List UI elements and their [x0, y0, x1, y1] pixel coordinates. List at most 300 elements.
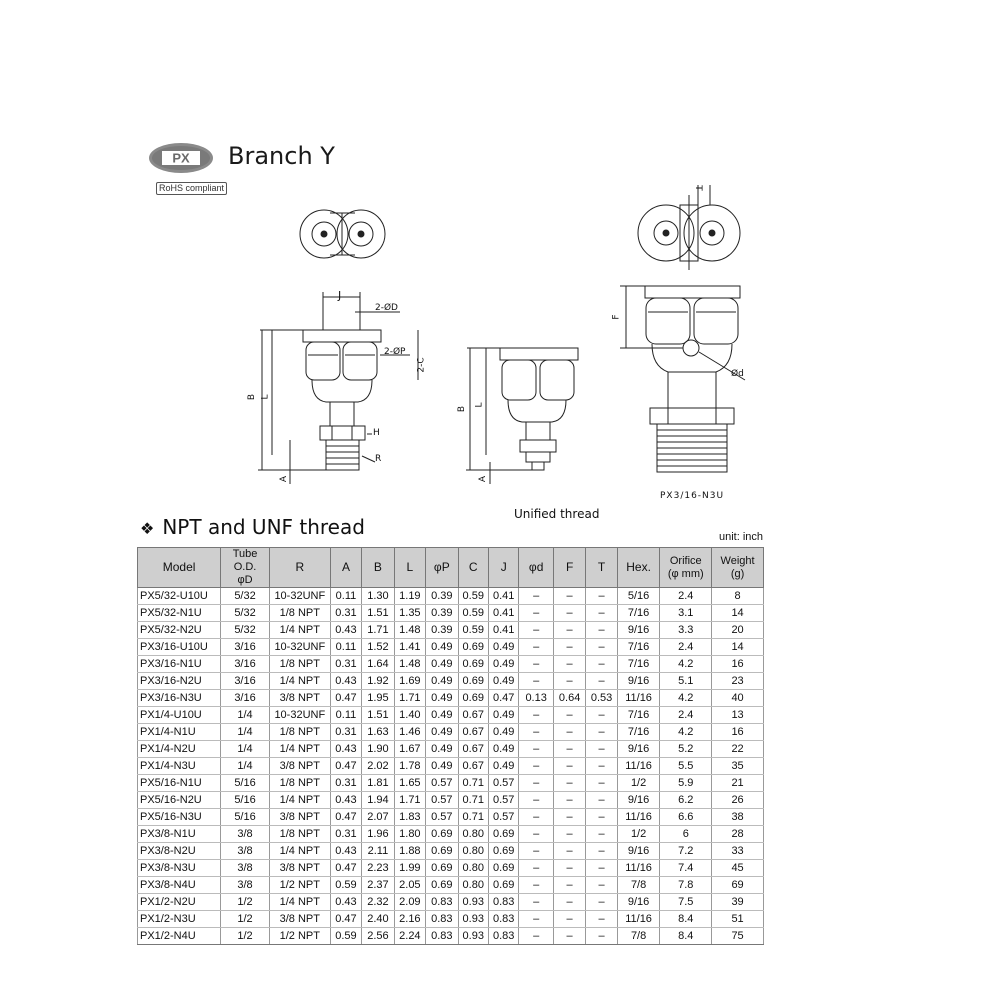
table-cell: –: [553, 843, 585, 860]
column-header-label: Weight: [720, 554, 755, 567]
table-cell: 0.67: [458, 741, 488, 758]
table-cell: 0.49: [488, 724, 518, 741]
table-cell: –: [519, 622, 553, 639]
table-cell: 1.46: [394, 724, 425, 741]
dim-label-f: F: [611, 314, 622, 320]
table-cell: 0.11: [330, 588, 361, 605]
model-cell: PX5/16-N2U: [138, 792, 221, 809]
table-cell: 0.41: [488, 605, 518, 622]
column-header-label: Tube O.D.: [232, 548, 258, 573]
column-header: [488, 548, 518, 588]
column-header: [660, 548, 712, 588]
table-cell: 0.31: [330, 826, 361, 843]
table-cell: 1.81: [362, 775, 394, 792]
table-cell: 0.64: [553, 690, 585, 707]
table-row: [138, 605, 764, 622]
table-cell: 0.69: [458, 690, 488, 707]
table-row: [138, 775, 764, 792]
dim-label-h: H: [373, 428, 380, 438]
table-cell: –: [553, 758, 585, 775]
table-cell: –: [519, 775, 553, 792]
table-cell: 2.09: [394, 894, 425, 911]
specs-table: [137, 547, 764, 945]
table-cell: 3/8: [221, 843, 270, 860]
table-cell: 1/4 NPT: [269, 622, 330, 639]
table-cell: 0.49: [426, 673, 458, 690]
table-cell: 6.6: [660, 809, 712, 826]
table-cell: 0.57: [426, 809, 458, 826]
table-cell: –: [586, 622, 617, 639]
table-cell: –: [519, 877, 553, 894]
table-row: [138, 724, 764, 741]
table-cell: 0.80: [458, 860, 488, 877]
table-cell: 0.59: [458, 588, 488, 605]
table-cell: 35: [712, 758, 764, 775]
table-cell: 0.57: [488, 809, 518, 826]
table-cell: 7.5: [660, 894, 712, 911]
table-cell: 0.71: [458, 809, 488, 826]
table-cell: –: [586, 775, 617, 792]
table-row: [138, 758, 764, 775]
table-cell: 0.69: [488, 843, 518, 860]
table-cell: 0.31: [330, 775, 361, 792]
table-cell: 5/16: [221, 809, 270, 826]
dim-label-a-1: A: [279, 475, 290, 483]
table-cell: –: [553, 928, 585, 945]
table-cell: –: [586, 673, 617, 690]
table-cell: 0.49: [426, 690, 458, 707]
model-cell: PX1/4-N2U: [138, 741, 221, 758]
table-cell: 0.67: [458, 707, 488, 724]
table-row: [138, 622, 764, 639]
table-cell: –: [553, 826, 585, 843]
table-row: [138, 707, 764, 724]
table-cell: –: [553, 588, 585, 605]
table-cell: –: [553, 775, 585, 792]
table-row: [138, 792, 764, 809]
column-header-label: φd: [528, 560, 544, 574]
drawing-2-side-view: [466, 348, 578, 484]
table-cell: 11/16: [617, 911, 660, 928]
table-cell: 21: [712, 775, 764, 792]
table-cell: 0.80: [458, 843, 488, 860]
table-cell: 1.51: [362, 707, 394, 724]
table-cell: 0.53: [586, 690, 617, 707]
table-cell: 6: [660, 826, 712, 843]
column-header: [269, 548, 330, 588]
table-cell: 0.71: [458, 775, 488, 792]
table-cell: 0.43: [330, 843, 361, 860]
table-cell: 2.32: [362, 894, 394, 911]
model-cell: PX3/16-N3U: [138, 690, 221, 707]
column-header: [586, 548, 617, 588]
table-cell: 0.47: [330, 690, 361, 707]
model-cell: PX5/32-U10U: [138, 588, 221, 605]
table-cell: 3/16: [221, 639, 270, 656]
table-cell: –: [519, 792, 553, 809]
table-cell: 1.65: [394, 775, 425, 792]
table-cell: 2.07: [362, 809, 394, 826]
column-header-label: C: [468, 560, 478, 574]
table-cell: –: [553, 639, 585, 656]
model-cell: PX1/4-N3U: [138, 758, 221, 775]
table-cell: 1/4 NPT: [269, 741, 330, 758]
dim-label-l-2: L: [474, 402, 485, 408]
table-cell: –: [519, 588, 553, 605]
table-row: [138, 911, 764, 928]
model-cell: PX1/4-N1U: [138, 724, 221, 741]
table-cell: 40: [712, 690, 764, 707]
table-cell: 39: [712, 894, 764, 911]
table-row: [138, 656, 764, 673]
table-cell: –: [519, 639, 553, 656]
table-cell: 0.39: [426, 622, 458, 639]
table-row: [138, 826, 764, 843]
table-cell: 1.41: [394, 639, 425, 656]
table-row: [138, 690, 764, 707]
table-cell: –: [553, 724, 585, 741]
table-cell: –: [553, 860, 585, 877]
table-cell: 10-32UNF: [269, 588, 330, 605]
table-cell: 1.71: [362, 622, 394, 639]
table-cell: 2.05: [394, 877, 425, 894]
model-cell: PX3/8-N3U: [138, 860, 221, 877]
column-header: [712, 548, 764, 588]
table-cell: –: [519, 741, 553, 758]
table-cell: 0.59: [458, 605, 488, 622]
table-cell: 0.59: [330, 877, 361, 894]
table-cell: 1.48: [394, 656, 425, 673]
table-cell: 3/8 NPT: [269, 690, 330, 707]
table-cell: 0.49: [426, 724, 458, 741]
table-cell: 0.59: [458, 622, 488, 639]
table-cell: 0.43: [330, 792, 361, 809]
table-cell: 1/2 NPT: [269, 877, 330, 894]
table-cell: 7/8: [617, 928, 660, 945]
table-cell: 0.69: [426, 860, 458, 877]
table-cell: 0.43: [330, 894, 361, 911]
table-cell: 8: [712, 588, 764, 605]
table-cell: 1/8 NPT: [269, 605, 330, 622]
table-cell: 75: [712, 928, 764, 945]
table-cell: 2.4: [660, 639, 712, 656]
column-header-label: F: [565, 560, 574, 574]
table-cell: 1/2: [221, 894, 270, 911]
table-cell: 2.23: [362, 860, 394, 877]
table-cell: –: [586, 877, 617, 894]
table-cell: 1/2: [617, 826, 660, 843]
table-cell: 2.16: [394, 911, 425, 928]
table-cell: 4.2: [660, 690, 712, 707]
column-header-label: J: [500, 560, 507, 574]
table-cell: 0.49: [426, 707, 458, 724]
model-cell: PX3/16-N1U: [138, 656, 221, 673]
table-cell: 1/2: [221, 928, 270, 945]
column-header: [138, 548, 221, 588]
model-cell: PX3/8-N1U: [138, 826, 221, 843]
table-cell: –: [519, 860, 553, 877]
column-header-label: B: [373, 560, 382, 574]
table-cell: 1/8 NPT: [269, 656, 330, 673]
column-header-label: T: [597, 560, 606, 574]
model-cell: PX1/2-N4U: [138, 928, 221, 945]
table-cell: 1.95: [362, 690, 394, 707]
table-cell: –: [553, 809, 585, 826]
logo-text: PX: [172, 150, 190, 166]
table-cell: 3/8 NPT: [269, 809, 330, 826]
table-cell: 0.49: [488, 673, 518, 690]
table-cell: 0.93: [458, 928, 488, 945]
table-cell: 0.69: [426, 843, 458, 860]
table-cell: 1/8 NPT: [269, 724, 330, 741]
table-cell: 2.4: [660, 707, 712, 724]
table-cell: 0.13: [519, 690, 553, 707]
table-cell: 2.11: [362, 843, 394, 860]
table-cell: –: [519, 656, 553, 673]
table-cell: 0.49: [488, 758, 518, 775]
table-cell: 1/4 NPT: [269, 792, 330, 809]
table-cell: 1.78: [394, 758, 425, 775]
table-cell: 5/32: [221, 588, 270, 605]
table-cell: 9/16: [617, 622, 660, 639]
table-cell: –: [553, 792, 585, 809]
column-header-label: Model: [162, 560, 196, 574]
table-cell: 1.67: [394, 741, 425, 758]
model-cell: PX3/16-U10U: [138, 639, 221, 656]
table-cell: 1.48: [394, 622, 425, 639]
table-cell: 3/8: [221, 860, 270, 877]
table-cell: 3/16: [221, 673, 270, 690]
drawing-3-top-view: [638, 185, 740, 270]
table-cell: 16: [712, 724, 764, 741]
diamond-bullet-icon: ❖: [140, 519, 155, 538]
table-cell: 14: [712, 639, 764, 656]
table-cell: –: [519, 843, 553, 860]
table-cell: 1.51: [362, 605, 394, 622]
table-cell: –: [553, 741, 585, 758]
table-cell: 1/4: [221, 758, 270, 775]
column-header-label: R: [295, 560, 305, 574]
column-header-label: φP: [433, 560, 450, 574]
table-cell: 0.39: [426, 605, 458, 622]
table-cell: 1.30: [362, 588, 394, 605]
table-cell: 4.2: [660, 724, 712, 741]
dim-label-r: R: [375, 454, 382, 464]
table-cell: –: [519, 707, 553, 724]
table-cell: 20: [712, 622, 764, 639]
caption-unified-thread: Unified thread: [514, 507, 600, 521]
table-cell: –: [586, 826, 617, 843]
table-cell: 0.43: [330, 622, 361, 639]
table-row: [138, 588, 764, 605]
table-cell: –: [586, 639, 617, 656]
model-cell: PX5/32-N1U: [138, 605, 221, 622]
table-cell: 0.31: [330, 656, 361, 673]
table-cell: 7/16: [617, 639, 660, 656]
table-cell: 9/16: [617, 741, 660, 758]
table-cell: 1.69: [394, 673, 425, 690]
table-cell: 0.69: [458, 639, 488, 656]
table-cell: 9/16: [617, 894, 660, 911]
table-cell: –: [519, 894, 553, 911]
table-cell: –: [586, 792, 617, 809]
table-cell: 1.99: [394, 860, 425, 877]
dim-label-l-1: L: [260, 394, 271, 400]
table-cell: –: [586, 656, 617, 673]
column-header: [221, 548, 270, 588]
table-cell: 1.92: [362, 673, 394, 690]
table-cell: 1/4: [221, 741, 270, 758]
table-cell: –: [586, 809, 617, 826]
model-cell: PX3/8-N4U: [138, 877, 221, 894]
table-cell: 7.4: [660, 860, 712, 877]
table-cell: 0.83: [426, 911, 458, 928]
table-cell: 1.35: [394, 605, 425, 622]
table-cell: 0.11: [330, 707, 361, 724]
table-cell: 3/8 NPT: [269, 860, 330, 877]
drawing-1-side-view: [258, 292, 418, 484]
table-cell: 0.80: [458, 826, 488, 843]
table-cell: 1.64: [362, 656, 394, 673]
table-cell: 5/32: [221, 622, 270, 639]
dim-label-b-1: B: [247, 393, 258, 401]
table-cell: 0.69: [488, 826, 518, 843]
table-cell: 7/16: [617, 605, 660, 622]
table-cell: 0.41: [488, 622, 518, 639]
table-row: [138, 860, 764, 877]
drawing-1-top-view: [300, 210, 385, 258]
table-cell: 0.49: [426, 639, 458, 656]
table-cell: 0.43: [330, 741, 361, 758]
table-cell: 1/4: [221, 724, 270, 741]
column-header: [458, 548, 488, 588]
table-cell: 2.02: [362, 758, 394, 775]
rohs-badge: RoHS compliant: [156, 182, 227, 195]
table-cell: 0.57: [488, 792, 518, 809]
table-cell: 10-32UNF: [269, 639, 330, 656]
table-cell: 5/16: [221, 775, 270, 792]
table-cell: 0.83: [426, 928, 458, 945]
table-cell: 0.83: [488, 928, 518, 945]
table-cell: 0.49: [488, 639, 518, 656]
model-cell: PX5/16-N1U: [138, 775, 221, 792]
table-cell: 0.47: [330, 911, 361, 928]
table-cell: 11/16: [617, 860, 660, 877]
table-cell: 5.1: [660, 673, 712, 690]
unit-label: unit: inch: [719, 531, 764, 543]
table-cell: 0.49: [488, 741, 518, 758]
table-cell: 1/4 NPT: [269, 843, 330, 860]
table-cell: 3/8 NPT: [269, 911, 330, 928]
table-cell: 9/16: [617, 843, 660, 860]
table-cell: 5.2: [660, 741, 712, 758]
table-cell: –: [586, 843, 617, 860]
table-cell: 1/4 NPT: [269, 673, 330, 690]
table-body: [138, 588, 764, 945]
table-cell: 13: [712, 707, 764, 724]
table-cell: 1.52: [362, 639, 394, 656]
table-cell: 0.80: [458, 877, 488, 894]
table-cell: 1.96: [362, 826, 394, 843]
table-cell: 0.47: [488, 690, 518, 707]
table-cell: 16: [712, 656, 764, 673]
table-cell: 1/4: [221, 707, 270, 724]
table-cell: 1/4 NPT: [269, 894, 330, 911]
table-cell: –: [519, 673, 553, 690]
dim-label-2p: 2-ØP: [384, 347, 406, 357]
dim-label-2d: 2-ØD: [375, 303, 398, 313]
table-cell: 5/16: [221, 792, 270, 809]
table-cell: 7/8: [617, 877, 660, 894]
table-cell: 2.4: [660, 588, 712, 605]
table-cell: 0.57: [488, 775, 518, 792]
table-cell: 0.49: [426, 758, 458, 775]
table-cell: 2.40: [362, 911, 394, 928]
table-cell: –: [553, 605, 585, 622]
table-cell: –: [553, 673, 585, 690]
table-cell: 1/2 NPT: [269, 928, 330, 945]
table-cell: 0.57: [426, 792, 458, 809]
table-cell: 1.83: [394, 809, 425, 826]
table-cell: –: [553, 894, 585, 911]
table-cell: 1.88: [394, 843, 425, 860]
table-cell: 0.69: [458, 673, 488, 690]
column-header: [519, 548, 553, 588]
table-cell: –: [586, 894, 617, 911]
table-cell: 0.93: [458, 894, 488, 911]
table-cell: –: [553, 622, 585, 639]
table-cell: –: [519, 605, 553, 622]
table-cell: 23: [712, 673, 764, 690]
table-cell: 8.4: [660, 928, 712, 945]
table-cell: –: [553, 707, 585, 724]
table-cell: 0.31: [330, 605, 361, 622]
table-cell: –: [519, 809, 553, 826]
table-row: [138, 843, 764, 860]
table-cell: 26: [712, 792, 764, 809]
table-cell: –: [586, 860, 617, 877]
table-cell: 0.83: [488, 911, 518, 928]
table-cell: 1.71: [394, 690, 425, 707]
table-row: [138, 809, 764, 826]
table-cell: 1.80: [394, 826, 425, 843]
table-cell: –: [519, 911, 553, 928]
table-cell: –: [586, 911, 617, 928]
table-row: [138, 877, 764, 894]
table-cell: 1/2: [617, 775, 660, 792]
table-row: [138, 928, 764, 945]
table-cell: 0.67: [458, 758, 488, 775]
table-cell: 7/16: [617, 724, 660, 741]
table-cell: 1.90: [362, 741, 394, 758]
table-cell: 69: [712, 877, 764, 894]
table-cell: 7.2: [660, 843, 712, 860]
table-cell: 2.24: [394, 928, 425, 945]
table-cell: 14: [712, 605, 764, 622]
table-cell: 1/8 NPT: [269, 775, 330, 792]
column-header-label: L: [406, 560, 414, 574]
model-cell: PX1/2-N2U: [138, 894, 221, 911]
table-cell: –: [553, 656, 585, 673]
model-cell: PX1/4-U10U: [138, 707, 221, 724]
table-cell: 0.47: [330, 860, 361, 877]
table-cell: 45: [712, 860, 764, 877]
table-cell: 11/16: [617, 690, 660, 707]
table-cell: 10-32UNF: [269, 707, 330, 724]
table-cell: 28: [712, 826, 764, 843]
table-row: [138, 894, 764, 911]
dim-label-b-2: B: [457, 405, 468, 413]
